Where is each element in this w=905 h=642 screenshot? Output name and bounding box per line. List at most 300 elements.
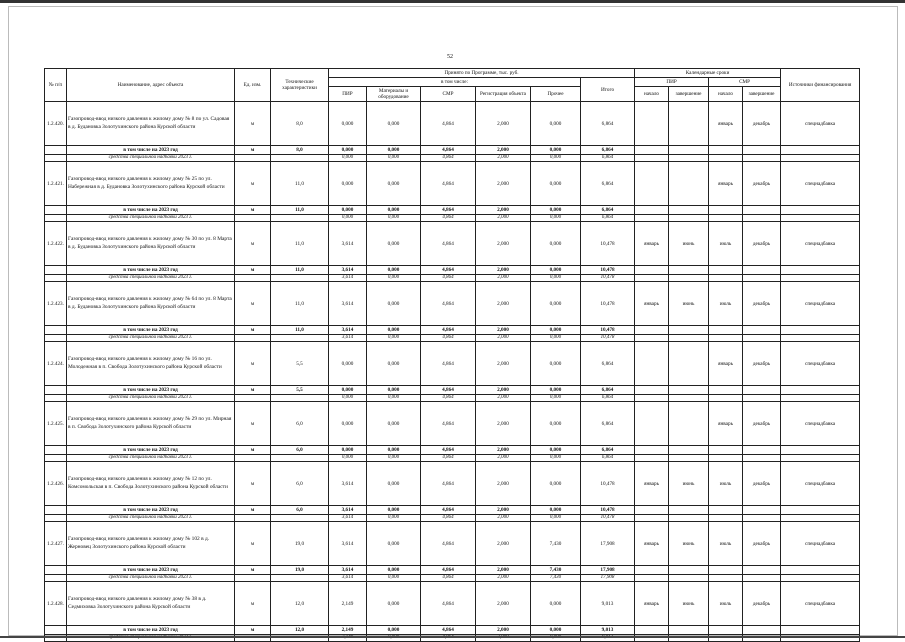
subtotal-other: 0,000 [531,146,581,155]
special-registration: 2,000 [476,395,531,402]
empty-cell [743,455,781,462]
subtotal-other: 0,000 [531,446,581,455]
materials-value: 0,000 [367,582,421,626]
pir-end [669,342,709,386]
row-number: 1.2.422. [45,222,67,266]
empty-cell [709,326,743,335]
pir-value: 2,149 [329,582,367,626]
special-pir: 3,614 [329,515,367,522]
table-row [45,162,860,206]
empty-cell [743,566,781,575]
special-smr: 4,864 [421,455,476,462]
total-value: 10,478 [581,462,635,506]
special-total: 6,864 [581,155,635,162]
funding-source: спецнадбавка [781,582,860,626]
special-fund-label: средства специальной надбавки 2023 г. [67,575,235,582]
registration-value: 2,000 [476,342,531,386]
subtotal-materials: 0,000 [367,266,421,275]
table-row [45,402,860,446]
special-materials: 0,000 [367,575,421,582]
header-smr-start: начало [709,87,743,102]
special-materials: 0,000 [367,395,421,402]
subtotal-label: в том числе на 2023 год [67,506,235,515]
empty-cell [669,275,709,282]
header-cal-pir: ПИР [635,78,709,87]
subtotal-total: 9,013 [581,626,635,635]
special-registration: 2,000 [476,575,531,582]
header-other: Прочее [531,87,581,102]
empty-cell [235,215,271,222]
special-other: 0,000 [531,275,581,282]
smr-end: декабрь [743,162,781,206]
special-fund-row [45,575,860,582]
registration-value: 2,000 [476,462,531,506]
table-row [45,462,860,506]
special-fund-label: средства специальной надбавки 2023 г. [67,395,235,402]
subtotal-row [45,146,860,155]
empty-cell [45,446,67,455]
other-value: 0,000 [531,462,581,506]
header-registration: Регистрация объекта [476,87,531,102]
empty-cell [709,275,743,282]
object-name: Газопровод-ввод низкого давления к жилому дому № 38 в д. Седмиховка Золотухинского района Курской области [67,582,235,626]
subtotal-registration: 2,000 [476,146,531,155]
smr-start: июль [709,522,743,566]
subtotal-registration: 2,000 [476,386,531,395]
tech-value: 19,0 [271,522,329,566]
other-value: 7,430 [531,522,581,566]
unit: м [235,162,271,206]
special-materials: 0,000 [367,155,421,162]
empty-cell [669,395,709,402]
unit: м [235,282,271,326]
subtotal-tech: 5,5 [271,386,329,395]
smr-value: 4,864 [421,162,476,206]
subtotal-label: в том числе на 2023 год [67,566,235,575]
subtotal-unit: м [235,146,271,155]
subtotal-tech: 12,0 [271,626,329,635]
header-smr-end: завершение [743,87,781,102]
total-value: 10,478 [581,282,635,326]
pir-end [669,162,709,206]
special-materials: 0,000 [367,215,421,222]
subtotal-label: в том числе на 2023 год [67,386,235,395]
pir-start: январь [635,282,669,326]
pir-value: 0,000 [329,102,367,146]
smr-start: январь [709,402,743,446]
special-fund-label: средства специальной надбавки 2023 г. [67,335,235,342]
total-value: 17,908 [581,522,635,566]
smr-start: январь [709,342,743,386]
empty-cell [781,155,860,162]
row-number: 1.2.421. [45,162,67,206]
header-unit: Ед. изм. [235,69,271,102]
empty-cell [781,446,860,455]
empty-cell [271,515,329,522]
materials-value: 0,000 [367,522,421,566]
funding-source: спецнадбавка [781,162,860,206]
registration-value: 2,000 [476,582,531,626]
subtotal-pir: 3,614 [329,506,367,515]
header-pir-start: начало [635,87,669,102]
object-name: Газопровод-ввод низкого давления к жилому дому № 8 по ул. Садовая в д. Будановка Золотухинского района Курской области [67,102,235,146]
empty-cell [45,206,67,215]
header-incl: в том числе: [329,78,581,87]
tech-value: 11,0 [271,162,329,206]
header-name: Наименование, адрес объекта [67,69,235,102]
pir-end: июнь [669,462,709,506]
subtotal-other: 0,000 [531,326,581,335]
pir-end [669,402,709,446]
special-total: 10,478 [581,335,635,342]
empty-cell [45,335,67,342]
subtotal-other: 0,000 [531,206,581,215]
subtotal-smr: 4,864 [421,146,476,155]
smr-end: декабрь [743,222,781,266]
pir-value: 0,000 [329,402,367,446]
special-pir: 3,614 [329,575,367,582]
subtotal-row [45,626,860,635]
special-smr: 4,864 [421,275,476,282]
materials-value: 0,000 [367,102,421,146]
empty-cell [781,326,860,335]
special-registration: 2,000 [476,275,531,282]
special-fund-row [45,515,860,522]
object-name: Газопровод-ввод низкого давления к жилому дому № 102 в д. Жерновец Золотухинского района Курской области [67,522,235,566]
subtotal-registration: 2,000 [476,266,531,275]
empty-cell [271,395,329,402]
empty-cell [709,146,743,155]
special-fund-row [45,455,860,462]
special-pir: 0,000 [329,455,367,462]
object-name: Газопровод-ввод низкого давления к жилому дому № 64 по ул. 8 Марта в д. Будановка Золотухинского района Курской области [67,282,235,326]
empty-cell [669,215,709,222]
unit: м [235,222,271,266]
subtotal-unit: м [235,566,271,575]
tech-value: 11,0 [271,222,329,266]
unit: м [235,402,271,446]
special-registration: 2,000 [476,335,531,342]
subtotal-row [45,446,860,455]
special-smr: 4,864 [421,395,476,402]
smr-end: декабрь [743,102,781,146]
table-row [45,282,860,326]
subtotal-smr: 4,864 [421,386,476,395]
subtotal-pir: 3,614 [329,326,367,335]
subtotal-pir: 3,614 [329,266,367,275]
table-row [45,582,860,626]
empty-cell [781,335,860,342]
empty-cell [669,386,709,395]
smr-end: декабрь [743,582,781,626]
empty-cell [45,506,67,515]
funding-source: спецнадбавка [781,102,860,146]
empty-cell [781,206,860,215]
pir-start: январь [635,522,669,566]
subtotal-row [45,326,860,335]
subtotal-total: 6,864 [581,146,635,155]
smr-end: декабрь [743,462,781,506]
subtotal-other: 0,000 [531,266,581,275]
special-other: 0,000 [531,455,581,462]
special-total: 6,864 [581,215,635,222]
subtotal-registration: 2,000 [476,206,531,215]
table-row [45,102,860,146]
pir-start: январь [635,222,669,266]
subtotal-total: 10,478 [581,506,635,515]
funding-source: спецнадбавка [781,222,860,266]
subtotal-tech: 6,0 [271,446,329,455]
row-number: 1.2.427. [45,522,67,566]
subtotal-smr: 4,864 [421,506,476,515]
empty-cell [743,146,781,155]
empty-cell [743,326,781,335]
empty-cell [669,575,709,582]
special-other: 0,000 [531,515,581,522]
empty-cell [743,155,781,162]
table-body [45,102,860,642]
subtotal-smr: 4,864 [421,566,476,575]
special-other: 0,000 [531,395,581,402]
special-other: 0,000 [531,155,581,162]
special-fund-label: средства специальной надбавки 2023 г. [67,155,235,162]
empty-cell [45,266,67,275]
empty-cell [45,326,67,335]
pir-start: январь [635,462,669,506]
empty-cell [45,275,67,282]
total-value: 6,864 [581,402,635,446]
empty-cell [45,215,67,222]
special-other: 0,000 [531,215,581,222]
empty-cell [635,335,669,342]
page-number: 52 [447,54,453,60]
empty-cell [235,395,271,402]
special-registration: 2,000 [476,455,531,462]
empty-cell [635,215,669,222]
subtotal-unit: м [235,206,271,215]
empty-cell [271,335,329,342]
smr-start: июль [709,462,743,506]
subtotal-total: 6,864 [581,206,635,215]
subtotal-label: в том числе на 2023 год [67,326,235,335]
subtotal-materials: 0,000 [367,206,421,215]
funding-source: спецнадбавка [781,402,860,446]
smr-start: июль [709,282,743,326]
smr-value: 4,864 [421,462,476,506]
unit: м [235,102,271,146]
subtotal-unit: м [235,506,271,515]
subtotal-total: 6,864 [581,386,635,395]
header-smr: СМР [421,87,476,102]
empty-cell [743,266,781,275]
header-calendar: Календарные сроки [635,69,781,78]
subtotal-tech: 19,0 [271,566,329,575]
total-value: 6,864 [581,342,635,386]
empty-cell [635,575,669,582]
empty-cell [743,215,781,222]
special-registration: 2,000 [476,155,531,162]
subtotal-materials: 0,000 [367,446,421,455]
pir-start [635,102,669,146]
empty-cell [635,455,669,462]
materials-value: 0,000 [367,162,421,206]
table-row [45,222,860,266]
empty-cell [669,335,709,342]
special-registration: 2,000 [476,215,531,222]
unit: м [235,342,271,386]
subtotal-tech: 6,0 [271,506,329,515]
special-materials: 0,000 [367,515,421,522]
funding-source: спецнадбавка [781,282,860,326]
subtotal-other: 7,430 [531,566,581,575]
special-registration: 2,000 [476,515,531,522]
empty-cell [743,506,781,515]
object-name: Газопровод-ввод низкого давления к жилому дому № 12 по ул. Комсомольская в п. Свобода Золотухинского района Курской области [67,462,235,506]
special-total: 17,908 [581,575,635,582]
empty-cell [781,215,860,222]
empty-cell [781,275,860,282]
empty-cell [45,386,67,395]
subtotal-pir: 3,614 [329,566,367,575]
special-other: 7,430 [531,575,581,582]
empty-cell [743,446,781,455]
empty-cell [743,395,781,402]
empty-cell [635,206,669,215]
tech-value: 6,0 [271,402,329,446]
subtotal-smr: 4,864 [421,446,476,455]
materials-value: 0,000 [367,222,421,266]
special-pir: 0,000 [329,215,367,222]
row-number: 1.2.428. [45,582,67,626]
empty-cell [635,275,669,282]
empty-cell [635,266,669,275]
smr-value: 4,864 [421,282,476,326]
empty-cell [781,626,860,635]
other-value: 0,000 [531,402,581,446]
materials-value: 0,000 [367,402,421,446]
smr-value: 4,864 [421,222,476,266]
subtotal-registration: 2,000 [476,326,531,335]
special-pir: 0,000 [329,395,367,402]
subtotal-registration: 2,000 [476,566,531,575]
subtotal-pir: 0,000 [329,386,367,395]
pir-end: июнь [669,222,709,266]
empty-cell [45,575,67,582]
empty-cell [635,506,669,515]
empty-cell [781,146,860,155]
bottom-rule [0,636,905,638]
subtotal-smr: 4,864 [421,266,476,275]
special-fund-row [45,155,860,162]
pir-end: июнь [669,522,709,566]
smr-value: 4,864 [421,522,476,566]
header-pir: ПИР [329,87,367,102]
funding-source: спецнадбавка [781,342,860,386]
empty-cell [669,506,709,515]
special-fund-row [45,275,860,282]
top-rule [0,0,905,3]
row-number: 1.2.426. [45,462,67,506]
subtotal-total: 17,908 [581,566,635,575]
header-funds: Принято по Программе, тыс. руб. [329,69,635,78]
subtotal-row [45,266,860,275]
empty-cell [271,275,329,282]
empty-cell [743,626,781,635]
smr-start: январь [709,102,743,146]
empty-cell [781,575,860,582]
subtotal-materials: 0,000 [367,506,421,515]
smr-end: декабрь [743,402,781,446]
empty-cell [271,215,329,222]
empty-cell [635,395,669,402]
empty-cell [271,575,329,582]
pir-end: июнь [669,282,709,326]
empty-cell [709,455,743,462]
smr-value: 4,864 [421,342,476,386]
subtotal-tech: 8,0 [271,146,329,155]
empty-cell [709,206,743,215]
empty-cell [669,446,709,455]
other-value: 0,000 [531,582,581,626]
pir-value: 0,000 [329,162,367,206]
empty-cell [669,266,709,275]
special-fund-label: средства специальной надбавки 2023 г. [67,215,235,222]
subtotal-total: 6,864 [581,446,635,455]
subtotal-pir: 0,000 [329,206,367,215]
subtotal-smr: 4,864 [421,326,476,335]
special-pir: 3,614 [329,335,367,342]
object-name: Газопровод-ввод низкого давления к жилому дому № 30 по ул. 8 Марта в д. Будановка Золотухинского района Курской области [67,222,235,266]
pir-value: 0,000 [329,342,367,386]
tech-value: 5,5 [271,342,329,386]
empty-cell [781,455,860,462]
registration-value: 2,000 [476,222,531,266]
empty-cell [45,155,67,162]
smr-end: декабрь [743,282,781,326]
subtotal-unit: м [235,326,271,335]
empty-cell [709,575,743,582]
tech-value: 6,0 [271,462,329,506]
special-fund-row [45,215,860,222]
subtotal-registration: 2,000 [476,626,531,635]
empty-cell [781,386,860,395]
row-number: 1.2.423. [45,282,67,326]
tech-value: 12,0 [271,582,329,626]
unit: м [235,582,271,626]
empty-cell [709,626,743,635]
smr-end: декабрь [743,342,781,386]
subtotal-row [45,566,860,575]
special-smr: 4,864 [421,335,476,342]
empty-cell [669,326,709,335]
registration-value: 2,000 [476,522,531,566]
empty-cell [669,566,709,575]
empty-cell [709,515,743,522]
subtotal-tech: 11,0 [271,266,329,275]
total-value: 10,478 [581,222,635,266]
row-number: 1.2.424. [45,342,67,386]
subtotal-label: в том числе на 2023 год [67,446,235,455]
subtotal-unit: м [235,266,271,275]
other-value: 0,000 [531,342,581,386]
subtotal-materials: 0,000 [367,326,421,335]
empty-cell [709,395,743,402]
special-smr: 4,864 [421,215,476,222]
empty-cell [635,326,669,335]
smr-start: январь [709,162,743,206]
empty-cell [709,566,743,575]
empty-cell [669,515,709,522]
